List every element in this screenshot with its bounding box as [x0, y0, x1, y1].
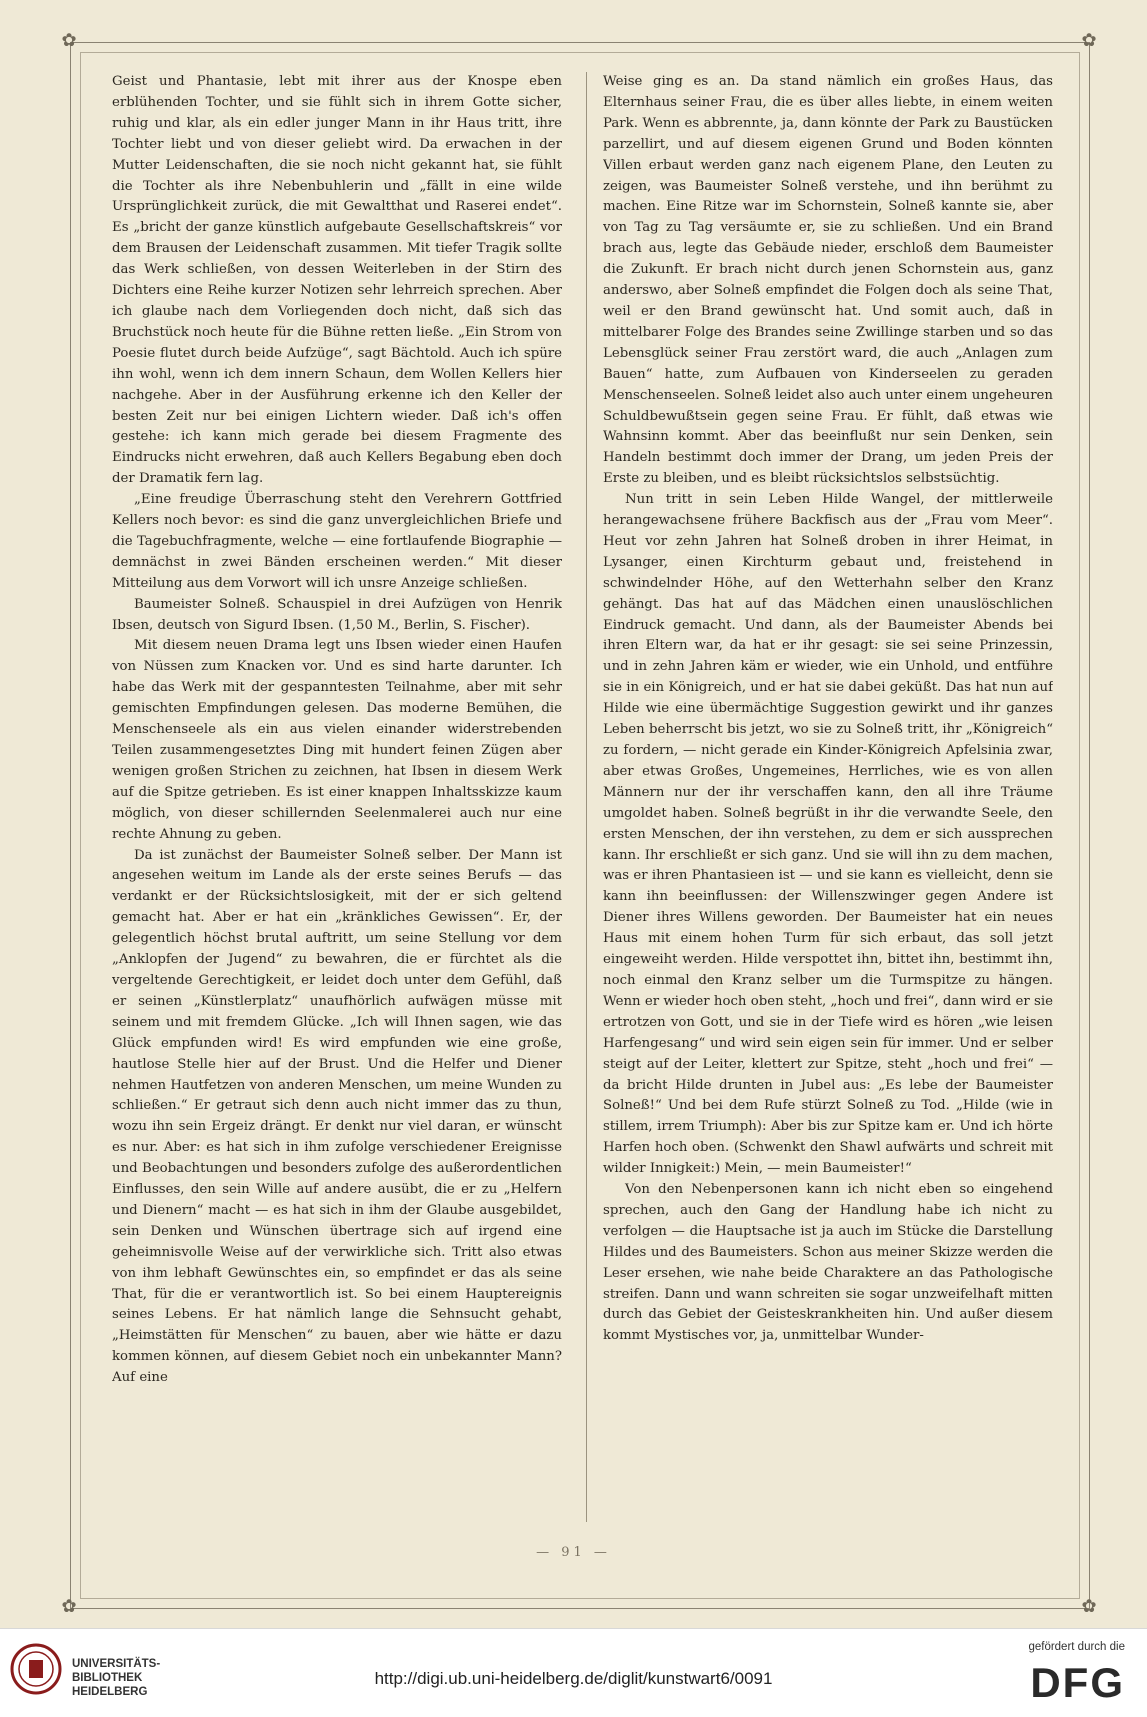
review-heading: Baumeister Solneß. Schauspiel in drei Aufzügen von Henrik Ibsen, deutsch von Sigurd Ibsen. (1,50 M., Berlin, S. Fischer).: [112, 596, 562, 633]
paragraph: Weise ging es an. Da stand nämlich ein großes Haus, das Elternhaus seiner Frau, die es über alles liebte, in einem weiten Park. Wenn es abbrennte, ja, dann könnte der Park zu Baustücken parzellirt, und auf diesem eigenen Grund und Boden könnten Villen erbaut werden ganz nach eigenem Plane, den Leuten zu zeigen, was Baumeister Solneß verstehe, und ihn berühmt zu machen. Eine Ritze war im Schornstein, Solneß kannte sie, aber von Tag zu Tag versäumte er, sie zu schließen. Und ein Brand brach aus, legte das Gebäude nieder, erschloß dem Baumeister die Zukunft. Er brach nicht durch jenen Schornstein aus, ganz anderswo, aber Solneß empfindet die Folgen doch als seine That, weil er den Brand gewünscht hat. Und somit auch, daß in mittelbarer Folge des Brandes seine Zwillinge starben und so das Lebensglück seiner Frau zerstört ward, die auch „Anlagen zum Bauen“ hatte, zum Aufbauen von Kinderseelen zu geraden Menschenseelen. Solneß leidet also auch unter einem ungeheuren Schuldbewußtsein gegen seine Frau. Er fühlt, daß etwas wie Wahnsinn kommt. Aber das beeinflußt nur sein Denken, sein Handeln bestimmt doch immer der Drang, um jeden Preis der Erste zu bleiben, und es bleibt rücksichtslos selbstsüchtig.: [603, 74, 1053, 487]
funded-by-label: gefördert durch die: [1028, 1641, 1125, 1653]
paragraph: „Eine freudige Überraschung steht den Verehrern Gottfried Kellers noch bevor: es sind die ganz unvergleichlichen Briefe und die Tagebuchfragmente, welche — eine fortlaufende Biographie — demnächst in zwei Bänden erscheinen werden.“ Mit dieser Mitteilung aus dem Vorwort will ich unsre Anzeige schließen.: [112, 492, 562, 591]
paragraph: Geist und Phantasie, lebt mit ihrer aus der Knospe eben erblühenden Tochter, und sie fühlt sich in ihrem Gotte sicher, ruhig und klar, als ein edler junger Mann in ihr Haus tritt, ihre Tochter liebt und von dieser geliebt wird. Da erwachen in der Mutter Leidenschaften, die sie noch nicht gekannt hat, sie fühlt die Tochter als ihre Nebenbuhlerin und „fällt in eine wilde Ursprünglichkeit zurück, die mit Gewaltthat und Raserei endet“. Es „bricht der ganze künstlich aufgebaute Gesellschaftskreis“ vor dem Brausen der Leidenschaft zusammen. Mit tiefer Tragik sollte das Werk schließen, von dessen Weiterleben in der Stirn des Dichters eine Reihe kurzer Notizen sehr lehrreich sprechen. Aber ich glaube nach dem Vorliegenden doch nicht, daß sich das Bruchstück noch heute für die Bühne retten ließe. „Ein Strom von Poesie flutet durch beide Aufzüge“, sagt Bächtold. Auch ich spüre ihn wohl, wenn ich dem innern Schaun, dem Wollen Kellers hier nachgehe. Aber in der Ausführung erkenne ich den Keller der besten Zeit nur bei einigen Lichtern wieder. Daß ich's offen gestehe: ich kann mich gerade bei diesem Fragmente des Eindrucks nicht erwehren, daß auch Kellers Begabung eben doch der Dramatik fern lag.: [112, 74, 562, 487]
source-url-link[interactable]: http://digi.ub.uni-heidelberg.de/diglit/kunstwart6/0091: [374, 1669, 773, 1688]
page-number: — 91 —: [536, 1545, 611, 1560]
dfg-logo[interactable]: DFG: [1030, 1659, 1125, 1706]
column-divider: [586, 72, 587, 1522]
corner-ornament-icon: ✿: [1081, 1596, 1097, 1617]
right-text-column: [603, 72, 1053, 1522]
paragraph: Nun tritt in sein Leben Hilde Wangel, der mittlerweile herangewachsene frühere Backfisch aus der „Frau vom Meer“. Heut vor zehn Jahren hat Solneß droben in ihrer Heimat, in Lysanger, einen Kirchturm gebaut und, freistehend in schwindelnder Höhe, auf den Wetterhahn selber den Kranz gehängt. Das hat auf das Mädchen einen unauslöschlichen Eindruck gemacht. Und dann, als der Baumeister Abends bei ihren Eltern war, da hat er ihr gesagt: sie sei seine Prinzessin, und in zehn Jahren käm er wieder, wie ein Unhold, und entführe sie in ein Königreich, und er hat sie dabei geküßt. Das hat nun auf Hilde wie eine übermächtige Suggestion gewirkt und ihr ganzes Leben beherrscht bis jetzt, wo sie zu Solneß tritt, ihr „Königreich“ zu fordern, — nicht gerade ein Kinder-Königreich Apfelsinia zwar, aber etwas Großes, Ungemeines, Herrliches, wie es von allen Männern nur der ihr verschaffen kann, den all ihre Träume umgoldet haben. Solneß begrüßt in ihr die verwandte Seele, den ersten Menschen, der ihn verstehen, zu dem er sich aussprechen kann. Ihr erschließt er sich ganz. Und sie will ihn zu dem machen, was er ihren Phantasieen ist — und sie kann es vielleicht, denn sie kann ihn beeinflussen: der Willenszwinger gegen Andere ist Diener ihres Willens geworden. Der Baumeister hat ein neues Haus mit einem hohen Turm für sich erbaut, das soll jetzt eingeweiht werden. Hilde verspottet ihn, bittet ihn, bestimmt ihn, noch einmal den Kranz selber um die Turmspitze zu hängen. Wenn er wieder hoch oben steht, „hoch und frei“, dann wird er sie ertrotzen von Gott, und sie in der Tiefe wird es hören „wie leisen Harfengesang“ und wird sein eigen sein für immer. Und er selber steigt auf der Leiter, klettert zur Spitze, steht „hoch und frei“ — da bricht Hilde drunten in Jubel aus: „Es lebe der Baumeister Solneß!“ Und bei dem Rufe stürzt Solneß zu Tod. „Hilde (wie in stillem, irrem Triumph): Aber bis zur Spitze kam er. Und ich hörte Harfen hoch oben. (Schwenkt den Shawl aufwärts und schreit mit wilder Innigkeit:) Mein, — mein Baumeister!“: [603, 492, 1053, 1177]
left-text-column: [112, 72, 562, 1522]
paragraph: Mit diesem neuen Drama legt uns Ibsen wieder einen Haufen von Nüssen zum Knacken vor. Und es sind harte darunter. Ich habe das Werk mit der gespanntesten Teilnahme, aber mit sehr gemischten Empfindungen gelesen. Das moderne Bemühen, die Menschenseele als ein aus vielen einander widerstrebenden Teilen zusammengesetztes Ding mit hundert feinen Zügen aber wenigen großen Strichen zu zeichnen, hat Ibsen in diesem Werk auf die Spitze getrieben. Es ist einer knappen Inhaltsskizze kaum möglich, von dieser schillernden Seelenmalerei auch nur eine rechte Ahnung zu geben.: [112, 638, 562, 842]
corner-ornament-icon: ✿: [61, 1596, 77, 1617]
corner-ornament-icon: ✿: [1081, 30, 1097, 51]
paragraph: Da ist zunächst der Baumeister Solneß selber. Der Mann ist angesehen weitum im Lande als der erste seines Berufs — das verdankt er der Rücksichtslosigkeit, mit der er sich geltend gemacht hat. Aber er hat ein „kränkliches Gewissen“. Er, der gelegentlich höchst brutal auftritt, um seine Stellung vor dem „Anklopfen der Jugend“ zu bewahren, die er fürchtet als die vergeltende Gerechtigkeit, er leidet doch unter dem Gefühl, daß er seinen „Künstlerplatz“ unaufhörlich aufwägen müsse mit seinem und mit fremdem Glücke. „Ich will Ihnen sagen, wie das Glück empfunden wird! Es wird empfunden wie eine große, hautlose Stelle hier auf der Brust. Und die Helfer und Diener nehmen Hautfetzen von anderen Menschen, um meine Wunden zu schließen.“ Er getraut sich denn auch nicht immer das zu thun, wozu ihn sein Ergeiz drängt. Er denkt nur viel daran, er wünscht es nur. Aber: es hat sich in ihm zufolge verschiedener Ereignisse und Beobachtungen und besonders zufolge des außerordentlichen Einflusses, den sein Wille auf andere ausübt, die er zu „Helfern und Dienern“ macht — es hat sich in ihm der Glaube ausgebildet, sein Denken und Wünschen übertrage sich auf irgend eine geheimnisvolle Weise auf der verwirkliche sich. Tritt also etwas von ihm lebhaft Gewünschtes ein, so empfindet er das als seine That, für die er verantwortlich ist. So bei einem Hauptereignis seines Lebens. Er hat nämlich lange die Sehnsucht gehabt, „Heimstätten für Menschen“ zu bauen, aber wie hätte er dazu kommen können, auf diesem Gebiet noch ein unbekannter Mann? Auf eine: [112, 847, 562, 1386]
viewer-footer: [0, 1628, 1147, 1717]
corner-ornament-icon: ✿: [61, 30, 77, 51]
library-name: UNIVERSITÄTS- BIBLIOTHEK HEIDELBERG: [72, 1658, 161, 1698]
paragraph: Von den Nebenpersonen kann ich nicht eben so eingehend sprechen, auch den Gang der Handlung habe ich nicht zu verfolgen — die Hauptsache ist ja auch im Stücke die Darstellung Hildes und des Baumeisters. Schon aus meiner Skizze werden die Leser ersehen, wie nahe beide Charaktere an das Pathologische streifen. Dann und wann schreiten sie sogar unzweifelhaft mitten durch das Gebiet der Geisteskrankheiten hin. Und außer diesem kommt Mystisches vor, ja, unmittelbar Wunder-: [603, 1182, 1053, 1344]
